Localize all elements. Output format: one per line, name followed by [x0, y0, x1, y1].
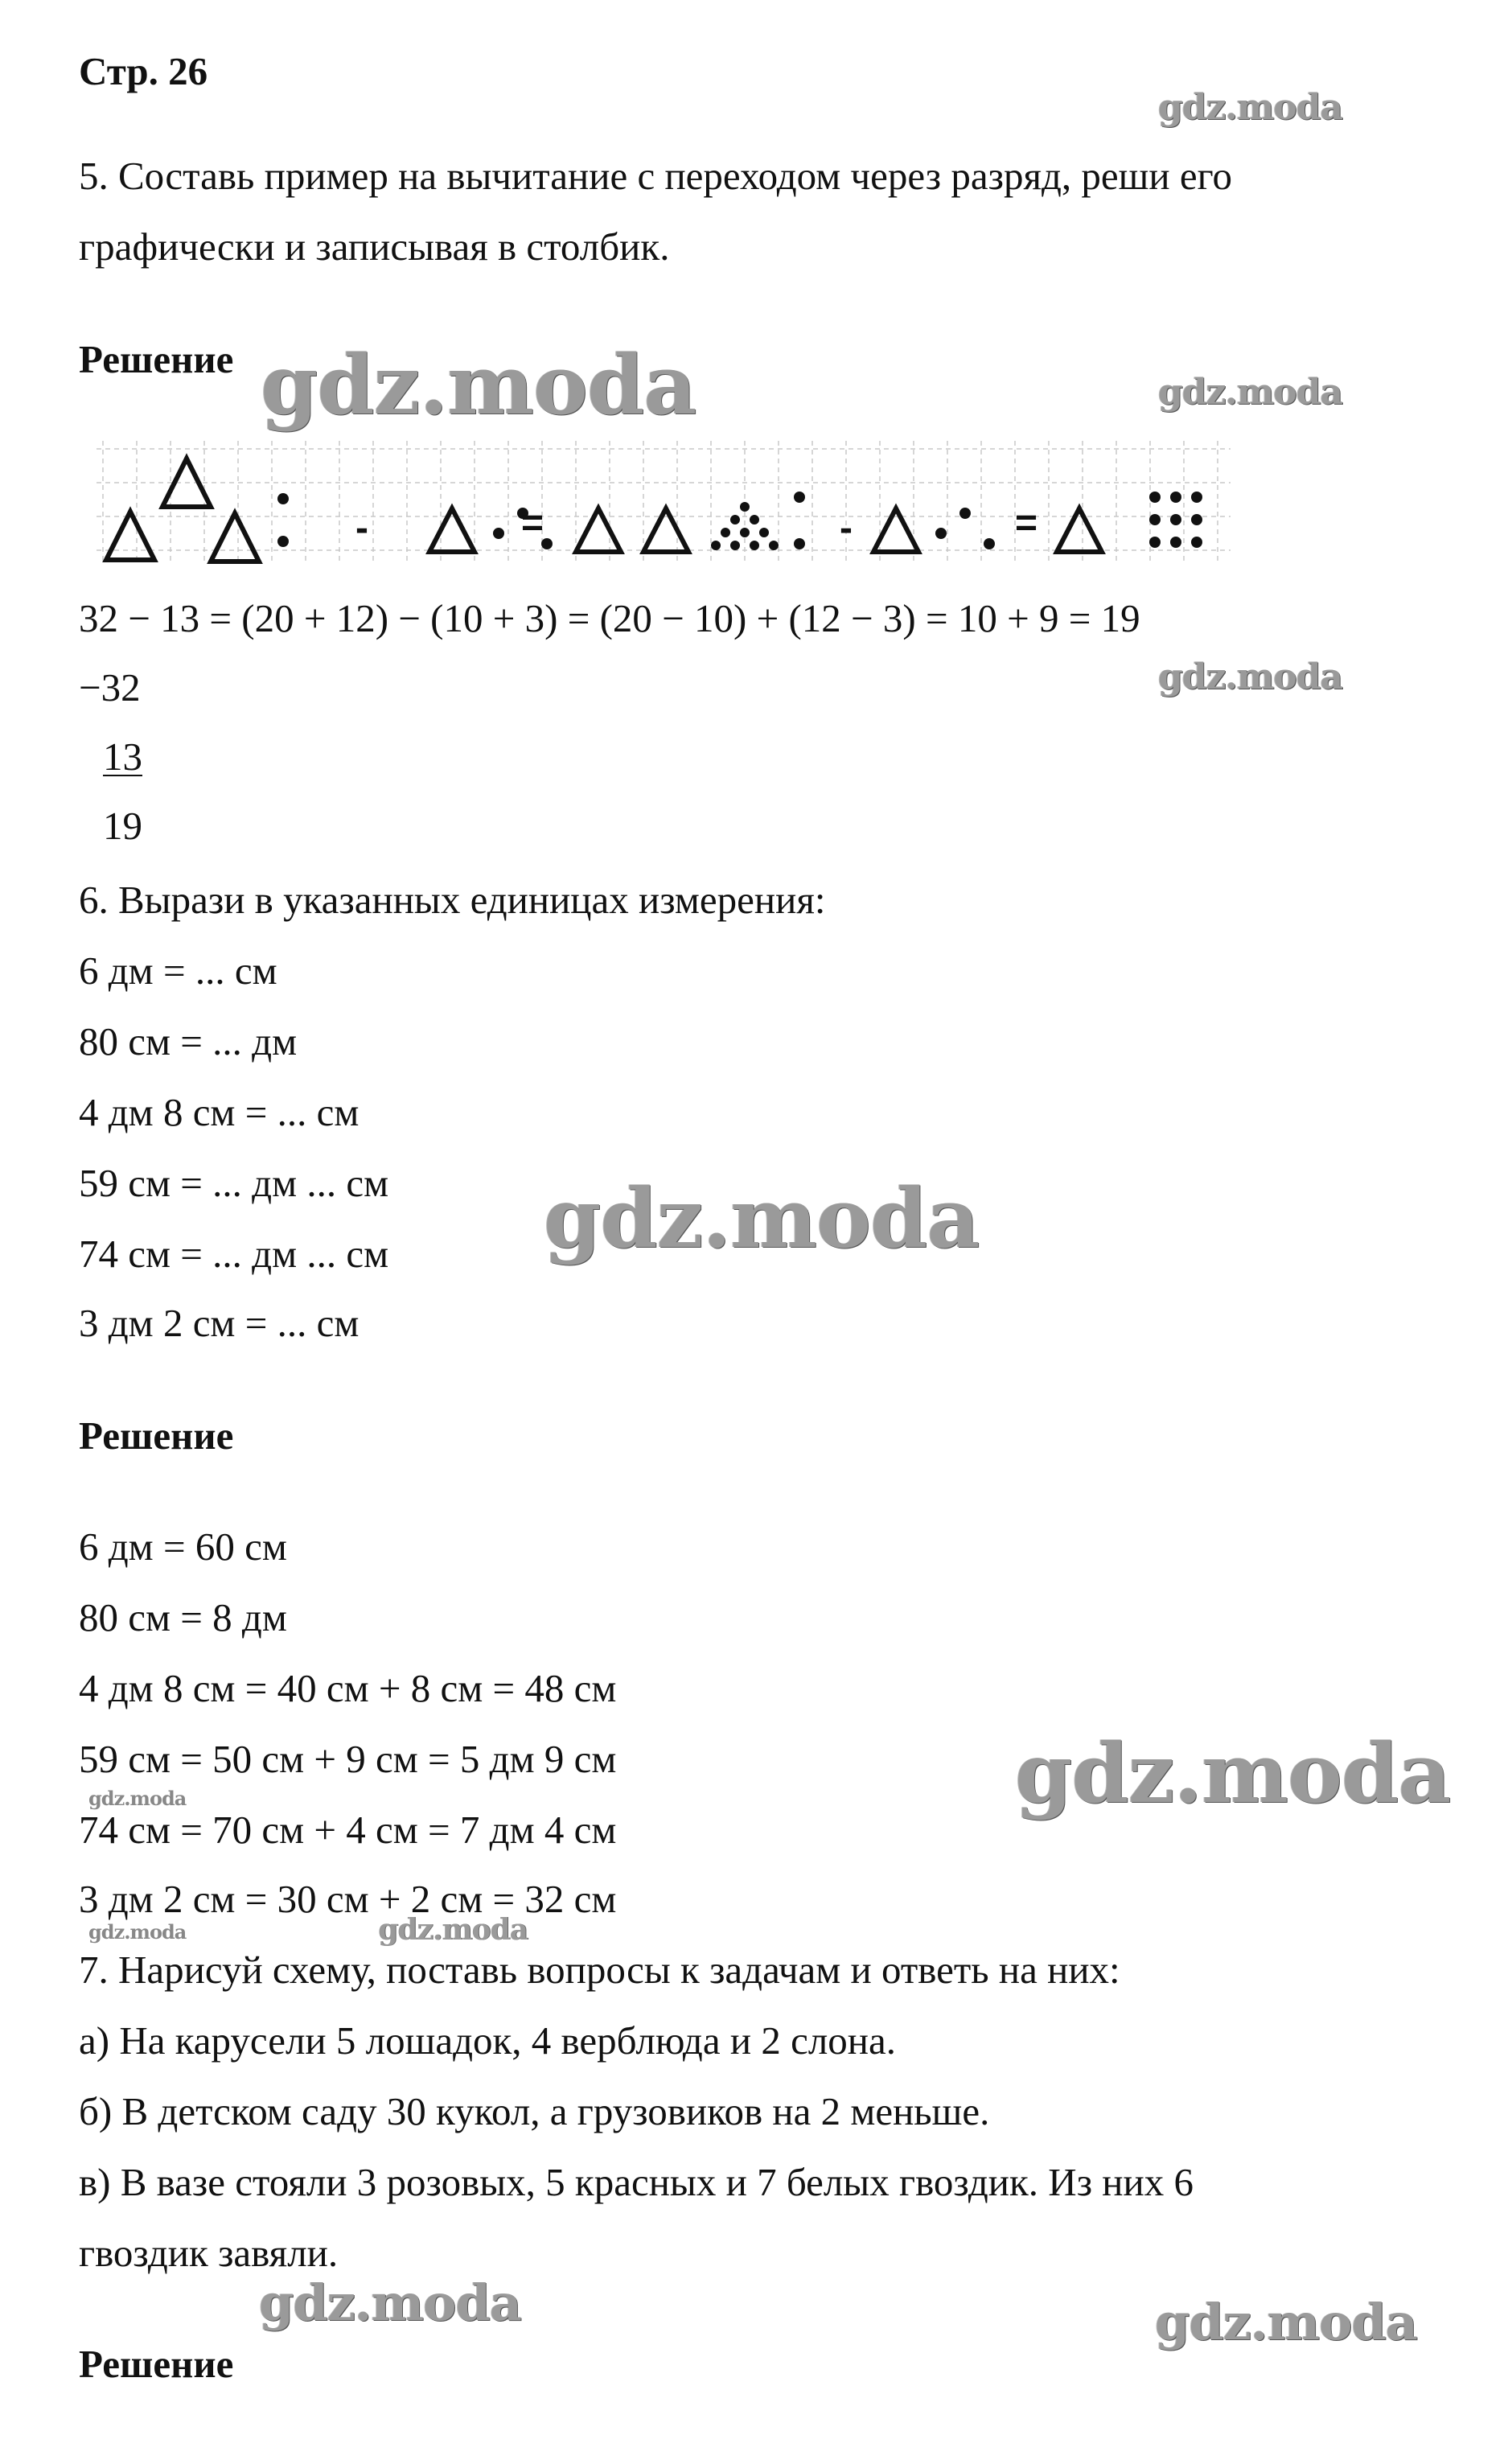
scheme-minus-sign: - [355, 507, 368, 549]
watermark: gdz.moda [544, 1170, 980, 1267]
scheme-minus-sign: - [840, 507, 853, 549]
task7-title: 7. Нарисуй схему, поставь вопросы к задачам и ответь на них: [79, 1948, 1120, 1992]
watermark: gdz.moda [1015, 1726, 1451, 1822]
ten-triangle [211, 513, 259, 562]
watermark: gdz.moda [88, 1787, 187, 1810]
watermark: gdz.moda [378, 1913, 528, 1947]
watermark: gdz.moda [261, 337, 696, 434]
unit-dot [935, 528, 947, 539]
unit-dot [740, 528, 750, 537]
unit-dot [1191, 514, 1202, 525]
watermark: gdz.moda [88, 1920, 187, 1944]
ten-triangle [1057, 508, 1102, 552]
unit-dot [794, 492, 805, 503]
task6-item: 80 см = ... дм [79, 1019, 298, 1063]
unit-dot [1170, 514, 1181, 525]
unit-dot [794, 538, 805, 549]
unit-dot [759, 528, 769, 537]
unit-dot [1149, 514, 1161, 525]
task5-text-line1: 5. Составь пример на вычитание с переходом через разряд, реши его [79, 154, 1232, 198]
unit-dot [493, 528, 504, 539]
unit-dot [730, 515, 740, 524]
unit-dot [959, 508, 971, 519]
watermark: gdz.moda [1155, 2293, 1417, 2351]
task5-solution-label: Решение [79, 337, 234, 381]
unit-dot [769, 541, 779, 550]
task6-solution-label: Решение [79, 1413, 234, 1458]
unit-dot [740, 502, 750, 512]
unit-dot [1149, 537, 1161, 548]
task6-item: 6 дм = ... см [79, 948, 277, 993]
scheme-equals-sign: = [521, 502, 544, 545]
ten-triangle [643, 508, 688, 552]
task7-item: в) В вазе стояли 3 розовых, 5 красных и 7 белых гвоздик. Из них 6 [79, 2160, 1194, 2204]
ten-triangle [106, 512, 154, 560]
task6-answer: 59 см = 50 см + 9 см = 5 дм 9 см [79, 1737, 617, 1781]
unit-dot [721, 528, 730, 537]
unit-dot [1191, 537, 1202, 548]
task6-answer: 80 см = 8 дм [79, 1595, 287, 1639]
watermark: gdz.moda [259, 2273, 521, 2332]
ten-triangle [429, 508, 475, 552]
task7-item-continuation: гвоздик завяли. [79, 2231, 339, 2275]
task6-item: 4 дм 8 см = ... см [79, 1090, 360, 1134]
column-minuend: −32 [79, 665, 141, 710]
watermark: gdz.moda [1158, 372, 1343, 413]
unit-dot [1170, 537, 1181, 548]
column-result: 19 [103, 804, 142, 848]
unit-dot [1170, 492, 1181, 503]
page-title: Стр. 26 [79, 49, 208, 93]
scheme-equals-sign: = [1015, 502, 1038, 545]
task6-item: 74 см = ... дм ... см [79, 1232, 389, 1276]
graphic-scheme [80, 441, 1239, 578]
watermark: gdz.moda [1158, 656, 1343, 697]
unit-dot [984, 538, 995, 549]
unit-dot [750, 515, 759, 524]
task7-item: б) В детском саду 30 кукол, а грузовиков на 2 меньше. [79, 2089, 990, 2133]
unit-dot [730, 541, 740, 550]
task6-answer: 3 дм 2 см = 30 см + 2 см = 32 см [79, 1877, 617, 1921]
task5-equation: 32 − 13 = (20 + 12) − (10 + 3) = (20 − 10) + (12 − 3) = 10 + 9 = 19 [79, 596, 1140, 640]
watermark: gdz.moda [1158, 87, 1343, 128]
task7-solution-label: Решение [79, 2342, 234, 2386]
task6-item: 3 дм 2 см = ... см [79, 1301, 360, 1345]
unit-dot [277, 493, 289, 504]
task6-answer: 74 см = 70 см + 4 см = 7 дм 4 см [79, 1808, 617, 1852]
task7-item: а) На карусели 5 лошадок, 4 верблюда и 2 слона. [79, 2018, 897, 2063]
task6-item: 59 см = ... дм ... см [79, 1161, 389, 1205]
unit-dot [711, 541, 721, 550]
unit-dot [750, 541, 759, 550]
ten-triangle [576, 508, 621, 552]
task6-answer: 4 дм 8 см = 40 см + 8 см = 48 см [79, 1666, 617, 1710]
task5-text-line2: графически и записывая в столбик. [79, 224, 670, 269]
column-subtrahend: 13 [103, 734, 142, 779]
unit-dot [277, 536, 289, 547]
task6-answer: 6 дм = 60 см [79, 1524, 287, 1569]
unit-dot [1191, 492, 1202, 503]
unit-dot [1149, 492, 1161, 503]
task6-title: 6. Вырази в указанных единицах измерения: [79, 878, 826, 922]
